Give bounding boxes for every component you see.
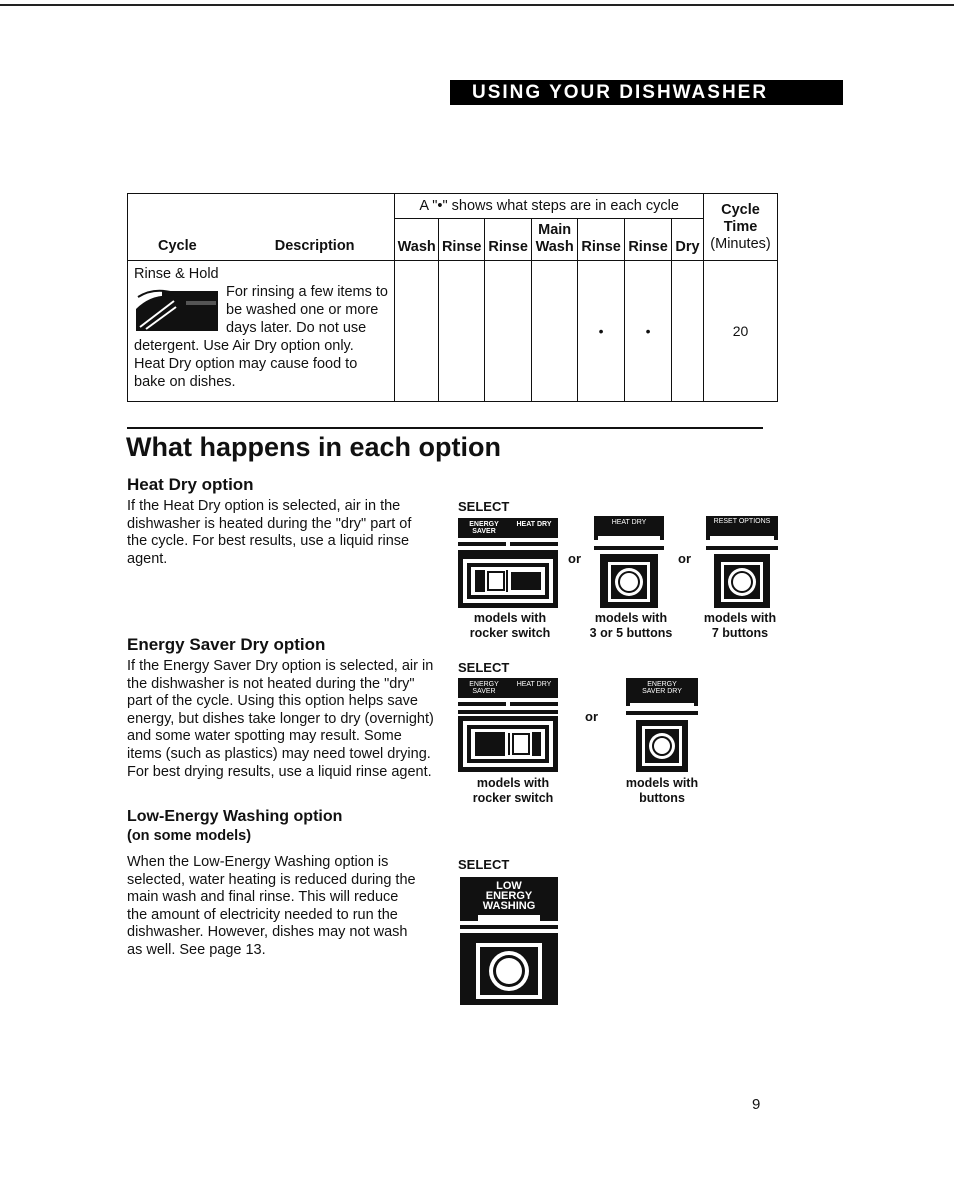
heat-dry-rocker-switch[interactable]: [458, 518, 558, 608]
panel-label-energy-saver-dry: ENERGY SAVER DRY: [642, 681, 682, 695]
dot-rinse-1: [439, 261, 485, 402]
panel-label-heat-dry: HEAT DRY: [516, 521, 552, 528]
dot-main-wash: [532, 261, 578, 402]
step-header-main-wash: Main Wash: [532, 219, 578, 261]
panel-label-energy-saver-2: ENERGY SAVER: [469, 681, 499, 695]
col-description-header: Description: [274, 238, 355, 254]
dot-dry: [672, 261, 704, 402]
page-title: What happens in each option: [126, 432, 502, 462]
section-banner: USING YOUR DISHWASHER: [450, 80, 843, 105]
step-header-rinse-4: Rinse: [625, 219, 672, 261]
energy-saver-button[interactable]: [626, 678, 698, 772]
cycle-table: [127, 193, 778, 402]
cycle-time-value: 20: [704, 261, 778, 402]
energy-saver-title: Energy Saver Dry option: [127, 635, 326, 654]
section-rule: [127, 427, 763, 429]
panel-label-heat-dry-3: HEAT DRY: [516, 681, 552, 688]
page-number: 9: [752, 1096, 761, 1113]
heat-dry-select-label: SELECT: [458, 499, 510, 514]
low-energy-text: When the Low-Energy Washing option is selected, water heating is reduced during the main wash and final rinse. This will reduce the amount of electricity needed to run the dishwasher. However, dishes may not wash as well. See page 13.: [127, 854, 416, 958]
heat-dry-button-3-5[interactable]: [594, 516, 664, 608]
top-rule: [0, 4, 954, 6]
step-header-wash: Wash: [395, 219, 439, 261]
low-energy-subtitle: (on some models): [127, 828, 252, 844]
energy-saver-select-label: SELECT: [458, 660, 510, 675]
low-energy-title: Low-Energy Washing option: [127, 808, 343, 825]
heat-dry-button-7[interactable]: [706, 516, 778, 608]
or-label-1: or: [568, 551, 581, 566]
step-header-rinse-1: Rinse: [439, 219, 485, 261]
energy-saver-text: If the Energy Saver Dry option is selected, air in the dishwasher is not heated during the "dry" part of the cycle. Using this option helps save energy, but dishes take longer to dry (overnight) and some water spotting may result. Some items (such as plastics) may need towel drying. For best drying results, use a liquid rinse agent.: [127, 658, 434, 780]
or-label-2: or: [678, 551, 691, 566]
low-energy-select-label: SELECT: [458, 857, 510, 872]
steps-caption: A "•" shows what steps are in each cycle: [395, 194, 704, 219]
caption-7-buttons: models with 7 buttons: [703, 611, 777, 640]
low-energy-washing-button[interactable]: [460, 877, 558, 1005]
caption-es-rocker-switch: models with rocker switch: [472, 776, 554, 805]
dot-wash: [395, 261, 439, 402]
caption-3-5-buttons: models with 3 or 5 buttons: [589, 611, 673, 640]
step-header-rinse-3: Rinse: [578, 219, 625, 261]
heat-dry-text: If the Heat Dry option is selected, air in the dishwasher is heated during the "dry" part of the cycle. For best results, use a liquid rinse agent.: [127, 498, 412, 567]
cycle-description: For rinsing a few items to be washed one or more days later. Do not use detergent. Use Air Dry option only. Heat Dry option may cause food to bake on dishes.: [134, 284, 388, 390]
panel-label-low-energy-washing: LOW ENERGY WASHING: [482, 880, 536, 912]
step-header-rinse-2: Rinse: [485, 219, 532, 261]
caption-rocker-switch: models with rocker switch: [469, 611, 551, 640]
col-cycle-header: Cycle: [158, 238, 197, 254]
panel-label-heat-dry-2: HEAT DRY: [611, 519, 647, 526]
or-label-3: or: [585, 709, 598, 724]
cycle-time-header: Cycle Time (Minutes): [704, 194, 778, 261]
cycle-name: Rinse & Hold: [134, 266, 219, 282]
dot-rinse-4: •: [625, 261, 672, 402]
step-header-dry: Dry: [672, 219, 704, 261]
rinse-hold-description-cell: [128, 261, 395, 402]
table-row: [128, 261, 778, 402]
header-cycle-description: [128, 194, 395, 261]
panel-label-reset-options: RESET OPTIONS: [713, 518, 771, 525]
dot-rinse-3: •: [578, 261, 625, 402]
caption-es-buttons: models with buttons: [625, 776, 699, 805]
panel-label-energy-saver: ENERGY SAVER: [469, 521, 499, 535]
rinse-hold-button-icon: [134, 287, 218, 331]
dot-rinse-2: [485, 261, 532, 402]
heat-dry-title: Heat Dry option: [127, 475, 254, 494]
energy-saver-rocker-switch[interactable]: [458, 678, 558, 772]
